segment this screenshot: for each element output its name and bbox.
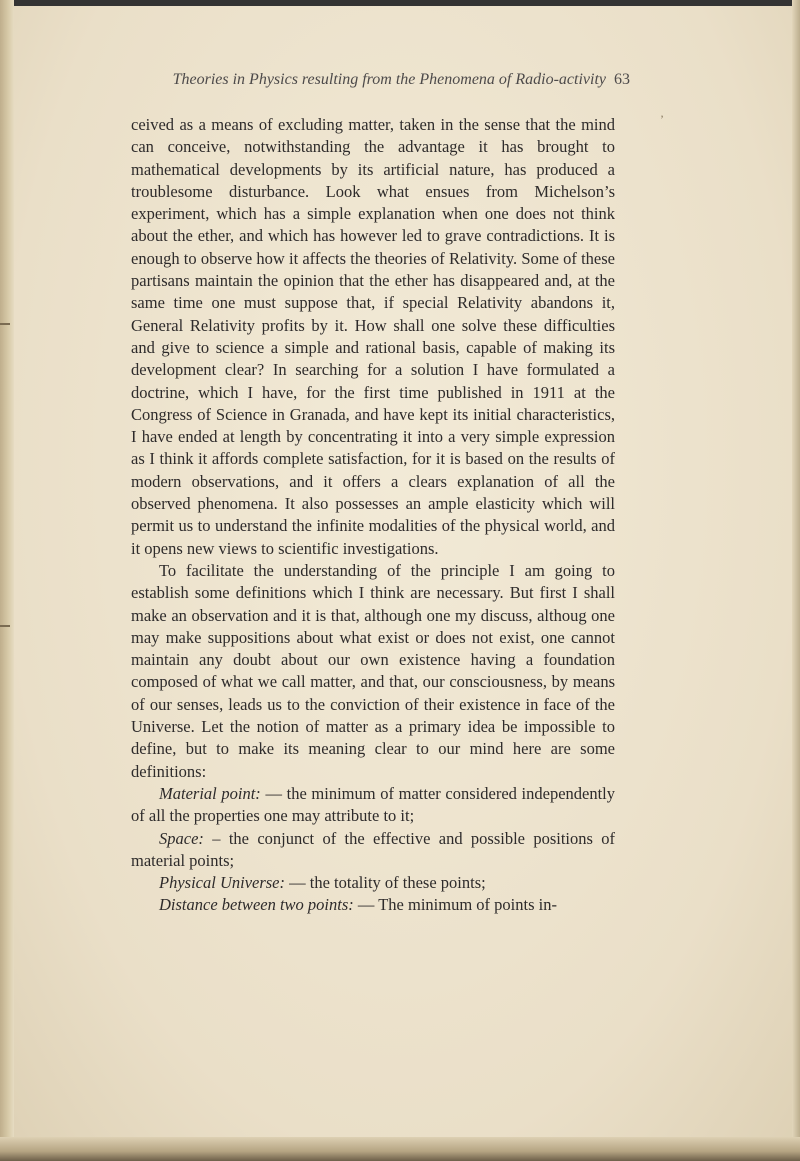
- definition-text: — the totality of these points;: [289, 873, 486, 893]
- definition-term: Distance between two points:: [159, 895, 354, 915]
- page-gutter: [0, 0, 14, 1161]
- definition-material-point: [131, 783, 615, 828]
- definition-physical-universe: [131, 872, 615, 894]
- definition-text: — the minimum of matter considered independently of all the properties one may attribute to it;: [131, 783, 616, 826]
- definition-term: Material point:: [159, 783, 261, 803]
- stray-ink-mark: ’: [660, 112, 664, 126]
- definition-text: — The minimum of points in-: [357, 895, 557, 915]
- paragraph: ceived as a means of excluding matter, taken in the sense that the mind can conceive, notwithstanding the advantage it has brought to mathematical developments by its artificial nature, has produced a troublesome disturbance. Look what ensues from Michelson’s experiment, which has a simple explanation when one does not think about the ether, and which has however led to grave contradictions. It is enough to observe how it affects the theories of Relativity. Some of these partisans maintain the opinion that the ether has disappeared and, at the same time one must suppose that, if special Relativity abandons it, General Relativity profits by it. How shall one solve these difficulties and give to science a simple and rational basis, capable of making its development clear? In searching for a solution I have formulated a doctrine, which I have, for the first time published in 1911 at the Congress of Science in Granada, and have kept its initial characteristics, I have ended at length by concentrating it into a very simple expression as I think it affords complete satisfaction, for it is based on the results of modern observations, and it offers a clears explanation of all the observed phenomena. It also possesses an ample elasticity which will permit us to understand the infinite modalities of the physical world, and it opens new views to scientific investigations.: [131, 115, 615, 558]
- page-number: 63: [614, 71, 630, 88]
- running-header: [130, 71, 630, 97]
- definition-term: Space:: [159, 828, 204, 848]
- page-bottom-edge: [0, 1137, 800, 1161]
- scan-top-border: [0, 0, 800, 6]
- page-right-edge: [792, 0, 800, 1161]
- binding-mark: [0, 323, 10, 325]
- binding-mark: [0, 625, 10, 627]
- body-text: [131, 114, 615, 917]
- definition-distance: [131, 894, 615, 916]
- definition-space: [131, 828, 615, 873]
- running-title: Theories in Physics resulting from the Phenomena of Radio-activity: [172, 71, 606, 88]
- paragraph: To facilitate the understanding of the principle I am going to establish some definitions which I think are necessary. But first I shall make an observation and it is that, although one my discuss, althoug one may make suppositions about what exist or does not exist, one cannot maintain any doubt about our own existence having a foundation composed of what we call matter, and that, our consciousness, by means of our senses, leads us to the conviction of their existence in face of the Universe. Let the notion of matter as a primary idea be impossible to define, but to make its meaning clear to our mind here are some definitions:: [131, 560, 615, 781]
- definition-term: Physical Universe:: [159, 873, 285, 893]
- definition-text: – the conjunct of the effective and possible positions of material points;: [131, 828, 616, 870]
